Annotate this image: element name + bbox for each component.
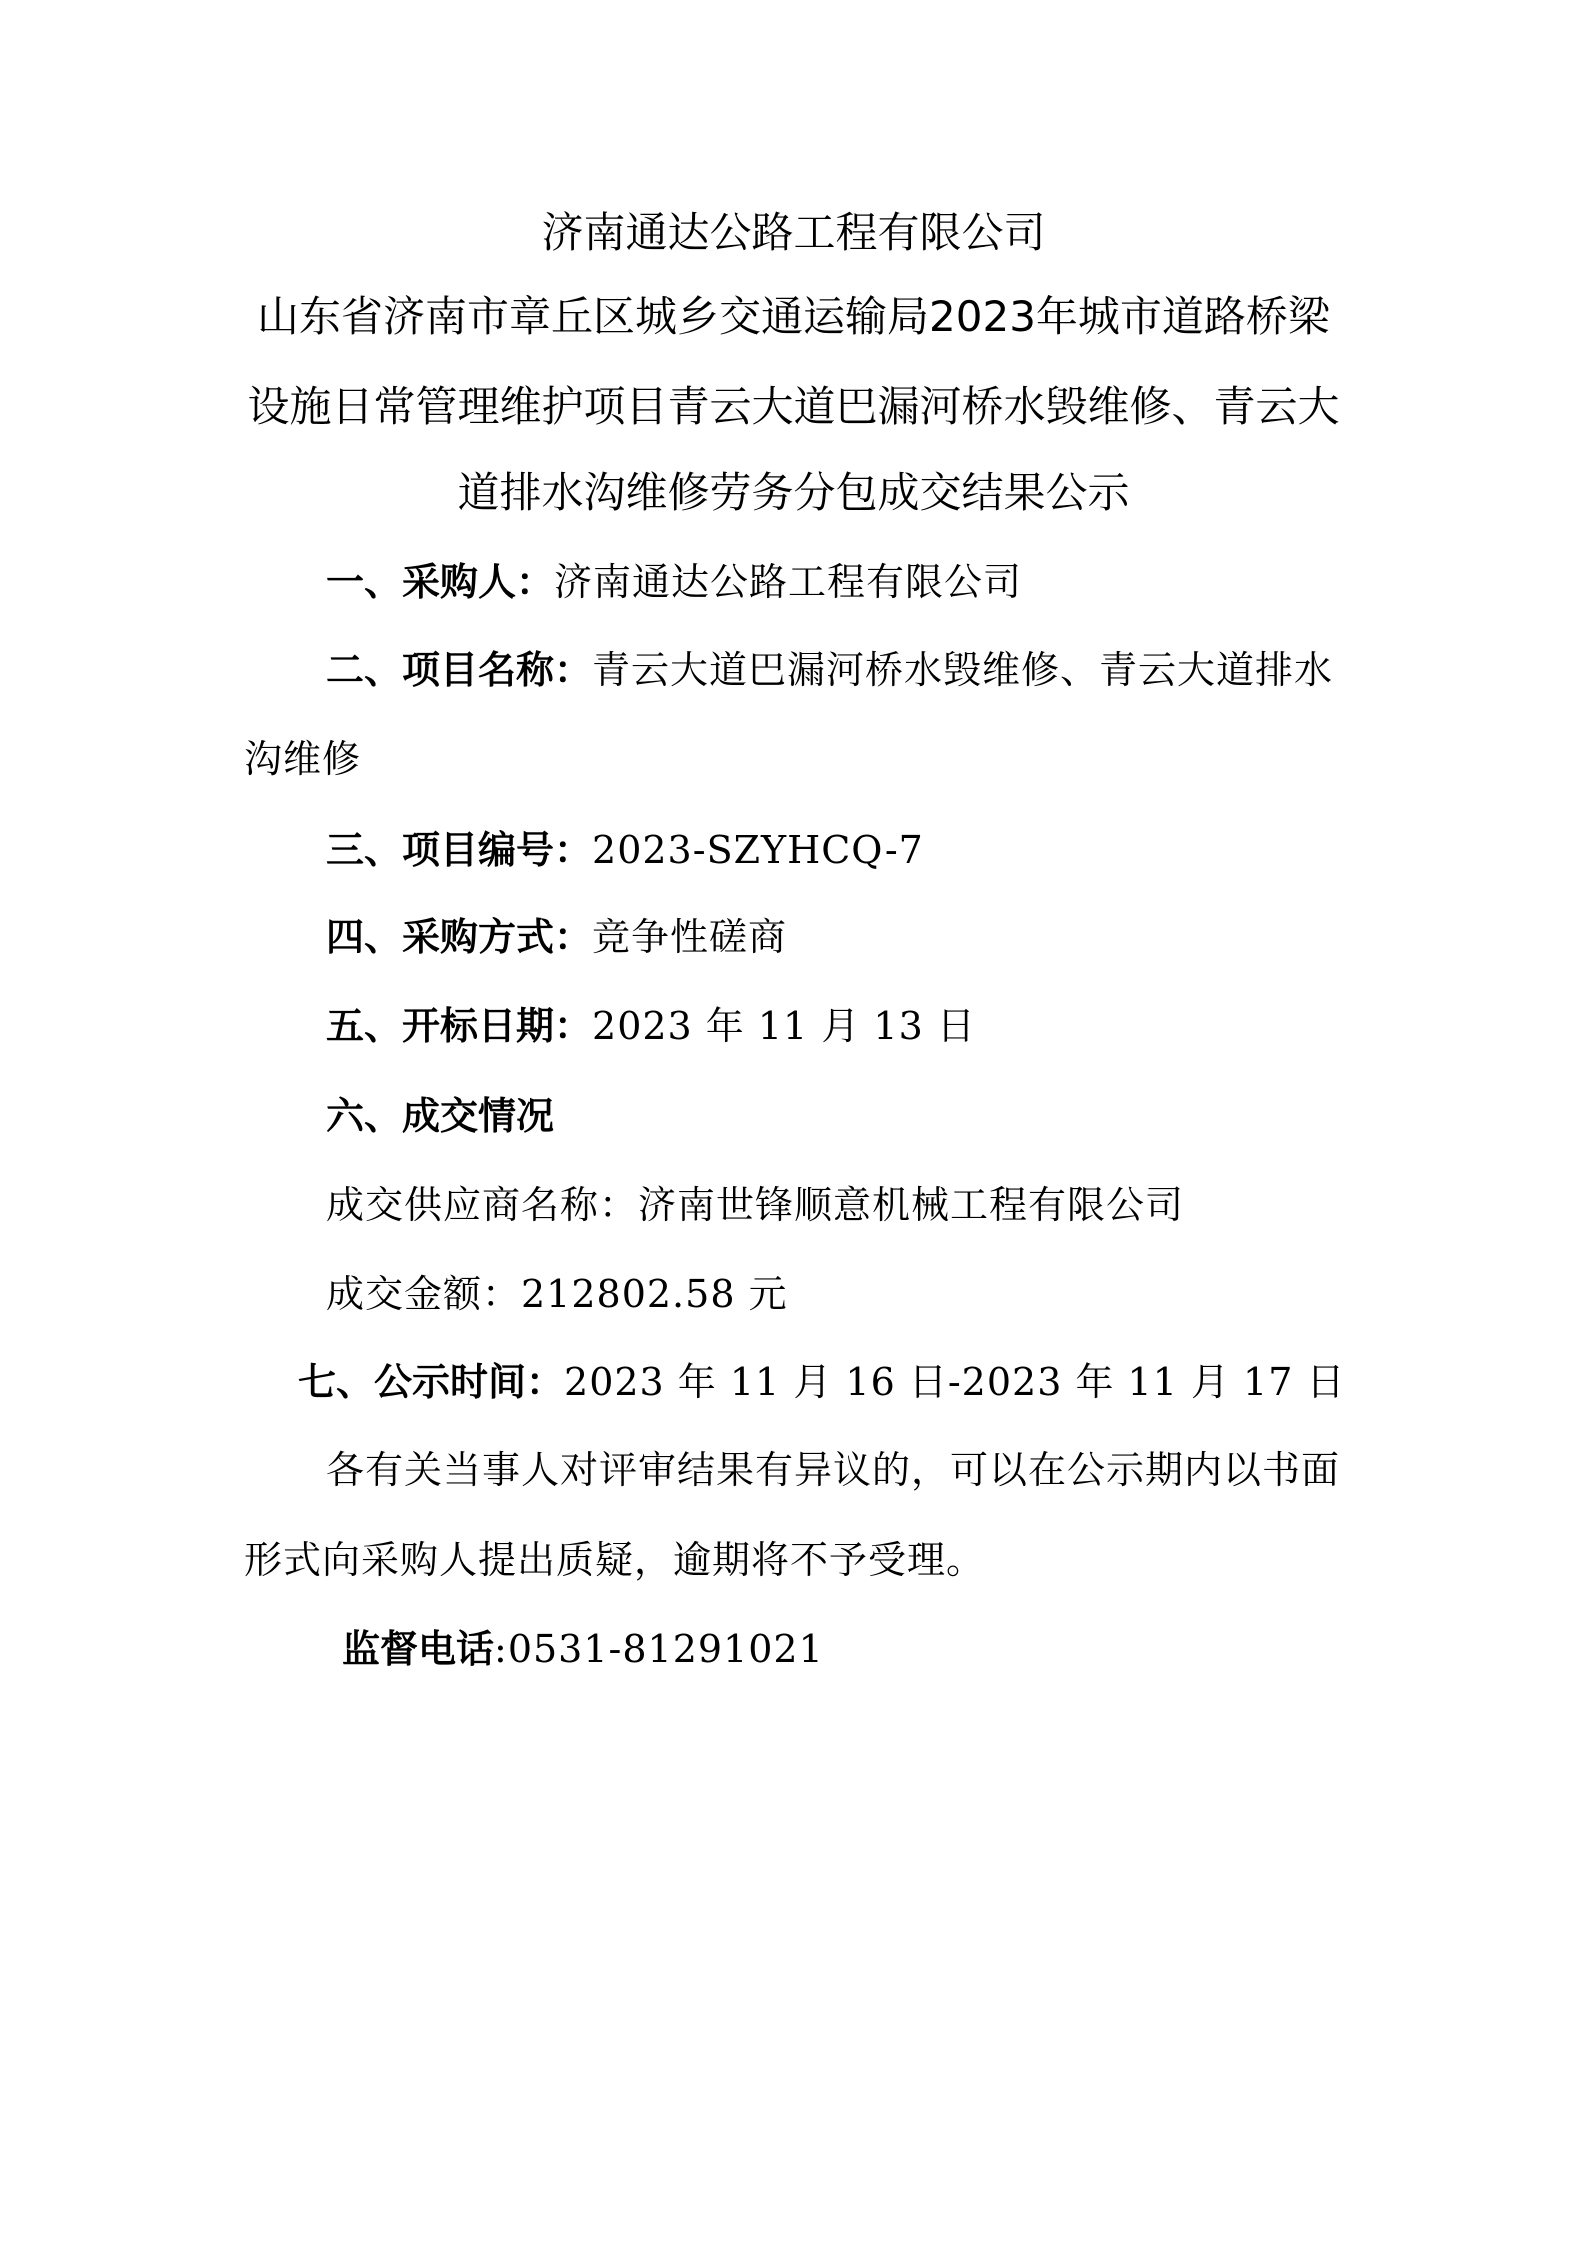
title-line-2: 山东省济南市章丘区城乡交通运输局2023年城市道路桥梁: [257, 292, 1330, 341]
project-name-row: [326, 646, 1333, 694]
title-company: 济南通达公路工程有限公司: [541, 208, 1046, 257]
objection-line-1: 各有关当事人对评审结果有异议的，可以在公示期内以书面: [326, 1448, 1341, 1492]
publicity-row: [298, 1358, 1345, 1406]
amount-line: 成交金额：212802.58 元: [326, 1272, 788, 1316]
purchaser-value: 济南通达公路工程有限公司: [554, 560, 1023, 604]
hotline-row: [342, 1625, 824, 1673]
project-no-label: 三、项目编号：: [326, 828, 593, 872]
purchaser-row: [326, 558, 1022, 606]
method-value: 竞争性磋商: [592, 915, 788, 959]
project-name-label: 二、项目名称：: [326, 648, 593, 692]
publicity-label: 七、公示时间：: [298, 1360, 565, 1404]
method-label: 四、采购方式：: [326, 915, 593, 959]
objection-line-2: 形式向采购人提出质疑，逾期将不予受理。: [244, 1538, 986, 1582]
bid-date-row: [326, 1002, 976, 1050]
purchaser-label: 一、采购人：: [326, 560, 555, 604]
title-line-4: 道排水沟维修劳务分包成交结果公示: [457, 468, 1130, 517]
deal-row: [326, 1092, 554, 1140]
bid-date-value: 2023 年 11 月 13 日: [592, 1004, 976, 1048]
project-name-continuation: 沟维修: [244, 737, 362, 781]
supplier-line: 成交供应商名称：济南世锋顺意机械工程有限公司: [326, 1183, 1185, 1227]
hotline-label: 监督电话: [342, 1627, 495, 1671]
publicity-value: 2023 年 11 月 16 日-2023 年 11 月 17 日: [564, 1360, 1346, 1404]
project-name-value: 青云大道巴漏河桥水毁维修、青云大道排水: [592, 648, 1334, 692]
project-no-row: [326, 826, 924, 874]
bid-date-label: 五、开标日期：: [326, 1004, 593, 1048]
deal-heading: 六、成交情况: [326, 1094, 555, 1138]
method-row: [326, 913, 787, 961]
hotline-value: :0531-81291021: [494, 1627, 824, 1671]
title-line-3: 设施日常管理维护项目青云大道巴漏河桥水毁维修、青云大: [247, 382, 1340, 431]
project-no-value: 2023-SZYHCQ-7: [592, 828, 924, 872]
